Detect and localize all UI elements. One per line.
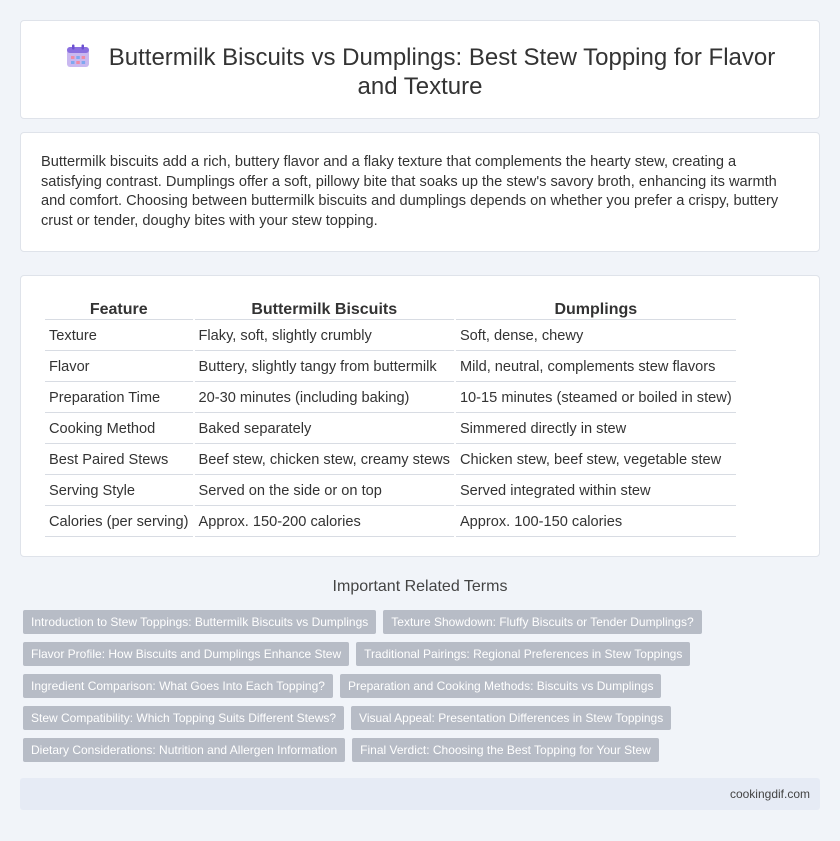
calendar-icon (65, 43, 91, 69)
table-row (45, 446, 736, 475)
comparison-card (20, 275, 820, 557)
cell-biscuits: Flaky, soft, slightly crumbly (195, 322, 454, 351)
related-tag[interactable]: Visual Appeal: Presentation Differences in Stew Toppings (351, 706, 671, 730)
page-title-text: Buttermilk Biscuits vs Dumplings: Best Stew Topping for Flavor and Texture (108, 44, 776, 100)
table-row (45, 415, 736, 444)
related-tag[interactable]: Final Verdict: Choosing the Best Topping for Your Stew (352, 738, 659, 762)
cell-dumplings: Simmered directly in stew (456, 415, 736, 444)
related-tag[interactable]: Ingredient Comparison: What Goes Into Each Topping? (23, 674, 333, 698)
related-tag[interactable]: Dietary Considerations: Nutrition and Allergen Information (23, 738, 345, 762)
cell-feature: Texture (45, 322, 193, 351)
cell-biscuits: Baked separately (195, 415, 454, 444)
title-card (20, 20, 820, 119)
cell-biscuits: Served on the side or on top (195, 477, 454, 506)
cell-dumplings: Chicken stew, beef stew, vegetable stew (456, 446, 736, 475)
cell-dumplings: Approx. 100-150 calories (456, 508, 736, 537)
intro-card (20, 132, 820, 252)
table-row (45, 353, 736, 382)
cell-feature: Calories (per serving) (45, 508, 193, 537)
table-header-row (45, 298, 736, 320)
cell-dumplings: Soft, dense, chewy (456, 322, 736, 351)
header-feature: Feature (45, 298, 193, 320)
page-title (61, 43, 779, 101)
cell-biscuits: 20-30 minutes (including baking) (195, 384, 454, 413)
table-row (45, 322, 736, 351)
related-tag[interactable]: Preparation and Cooking Methods: Biscuits vs Dumplings (340, 674, 661, 698)
intro-paragraph: Buttermilk biscuits add a rich, buttery flavor and a flaky texture that complements the hearty stew, creating a satisfying contrast. Dumplings offer a soft, pillowy bite that soaks up the stew's savory broth, enhancing its warmth and comfort. Choosing between buttermilk biscuits and dumplings depends on whether you prefer a crispy, buttery crust or tender, doughy bites with your stew topping. (41, 154, 779, 229)
cell-biscuits: Buttery, slightly tangy from buttermilk (195, 353, 454, 382)
table-row (45, 508, 736, 537)
related-tag[interactable]: Texture Showdown: Fluffy Biscuits or Tender Dumplings? (383, 610, 701, 634)
cell-dumplings: Mild, neutral, complements stew flavors (456, 353, 736, 382)
cell-feature: Serving Style (45, 477, 193, 506)
cell-feature: Best Paired Stews (45, 446, 193, 475)
header-buttermilk-biscuits: Buttermilk Biscuits (195, 298, 454, 320)
footer-site-link[interactable]: cookingdif.com (729, 787, 810, 801)
cell-dumplings: 10-15 minutes (steamed or boiled in stew) (456, 384, 736, 413)
cell-feature: Cooking Method (45, 415, 193, 444)
footer (20, 778, 820, 810)
header-dumplings: Dumplings (456, 298, 736, 320)
cell-biscuits: Approx. 150-200 calories (195, 508, 454, 537)
cell-dumplings: Served integrated within stew (456, 477, 736, 506)
related-tag[interactable]: Introduction to Stew Toppings: Buttermilk Biscuits vs Dumplings (23, 610, 376, 634)
table-row (45, 477, 736, 506)
cell-feature: Flavor (45, 353, 193, 382)
related-tag[interactable]: Stew Compatibility: Which Topping Suits Different Stews? (23, 706, 344, 730)
comparison-table (43, 296, 738, 539)
related-tag[interactable]: Traditional Pairings: Regional Preferences in Stew Toppings (356, 642, 690, 666)
related-tag[interactable]: Flavor Profile: How Biscuits and Dumplings Enhance Stew (23, 642, 349, 666)
cell-biscuits: Beef stew, chicken stew, creamy stews (195, 446, 454, 475)
table-row (45, 384, 736, 413)
related-terms-title: Important Related Terms (332, 578, 508, 595)
related-terms-tags (23, 610, 803, 762)
cell-feature: Preparation Time (45, 384, 193, 413)
